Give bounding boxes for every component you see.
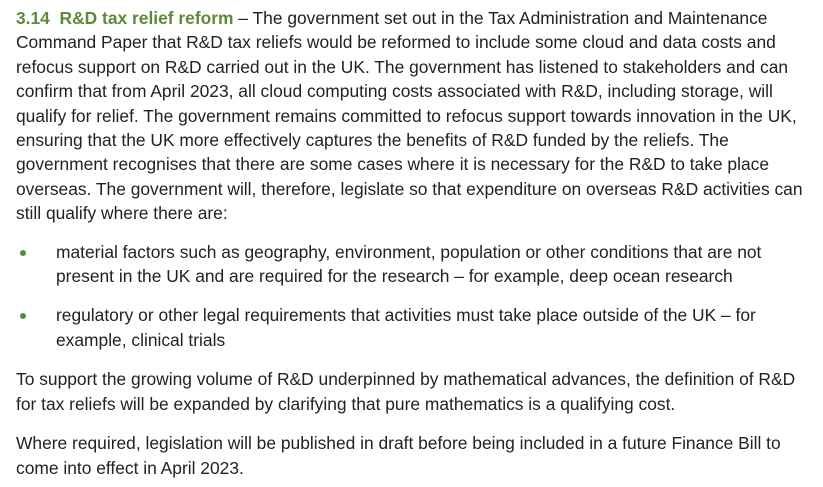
bullet-dot-icon [20, 313, 26, 319]
legislation-paragraph: Where required, legislation will be published in draft before being included in a future Finance Bill to come into effect in April 2023. [16, 433, 781, 478]
section-title: R&D tax relief reform [59, 8, 234, 28]
bullet-item [16, 240, 816, 289]
section-intro-text: – The government set out in the Tax Administration and Maintenance Command Paper that R&D tax reliefs would be reformed to include some cloud and data costs and refocus support on R&D carried out in the UK. The government has listened to stakeholders and can confirm that from April 2023, all cloud computing costs associated with R&D, including storage, will qualify for relief. The government remains committed to refocus support towards innovation in the UK, ensuring that the UK more effectively captures the benefits of R&D funded by the reliefs. The government recognises that there are some cases where it is necessary for the R&D to take place overseas. The government will, therefore, legislate so that expenditure on overseas R&D activities can still qualify where there are: [16, 8, 803, 224]
bullet-dot-icon [20, 250, 26, 256]
bullet-list [16, 240, 823, 353]
section-number: 3.14 [16, 8, 50, 28]
bullet-text: regulatory or other legal requirements that activities must take place outside of the UK – for example, clinical trials [56, 305, 756, 350]
bullet-item [16, 303, 816, 352]
section-paragraph [16, 6, 816, 226]
bullet-text: material factors such as geography, environment, population or other conditions that are not present in the UK and are required for the research – for example, deep ocean research [56, 241, 762, 287]
mathematics-paragraph: To support the growing volume of R&D underpinned by mathematical advances, the definition of R&D for tax reliefs will be expanded by clarifying that pure mathematics is a qualifying cost. [16, 369, 796, 414]
